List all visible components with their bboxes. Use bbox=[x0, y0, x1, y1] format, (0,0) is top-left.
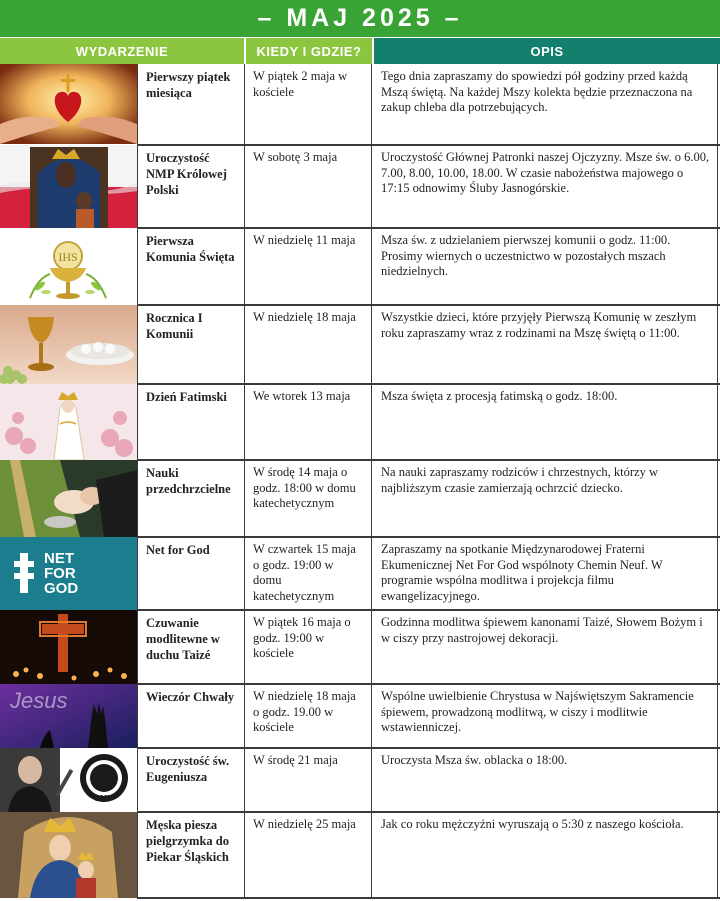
event-row-wieczor-chwaly bbox=[0, 684, 720, 748]
event-when: W czwartek 15 maja o godz. 19:00 w domu katechetycznym bbox=[245, 537, 372, 610]
header-desc: OPIS bbox=[374, 38, 720, 64]
event-description: Msza św. z udzielaniem pierwszej komunii o godz. 11:00. Prosimy wiernych o uczestnictwo w pozostałych mszach niedzielnych. bbox=[372, 228, 718, 305]
worship-hands-image bbox=[0, 684, 137, 748]
chalice-host-image bbox=[0, 228, 137, 305]
event-name: Dzień Fatimski bbox=[137, 384, 245, 460]
logo-text-line: FOR bbox=[44, 565, 76, 582]
row-divider bbox=[137, 227, 720, 229]
event-row-uroczystosc-nmp bbox=[0, 145, 720, 228]
logo-text-line: NET bbox=[44, 550, 74, 567]
event-row-nauki-przedchrzcielne bbox=[0, 460, 720, 537]
event-description: Tego dnia zapraszamy do spowiedzi pół godziny przed każdą Mszą świętą. Na każdej Mszy kolekta będzie przeznaczona na zakup chleba dla potrzebujących. bbox=[372, 64, 718, 145]
event-description: Msza święta z procesją fatimską o godz. 18:00. bbox=[372, 384, 718, 460]
event-name: Męska piesza pielgrzymka do Piekar Śląskich bbox=[137, 812, 245, 898]
header-event: WYDARZENIE bbox=[0, 38, 244, 64]
event-row-uroczystosc-sw bbox=[0, 748, 720, 812]
event-description: Uroczysta Msza św. oblacka o 18:00. bbox=[372, 748, 718, 812]
event-row-pierwsza-komunia bbox=[0, 228, 720, 305]
event-when: W środę 14 maja o godz. 18:00 w domu katechetycznym bbox=[245, 460, 372, 537]
event-name: Rocznica I Komunii bbox=[137, 305, 245, 384]
row-divider bbox=[137, 383, 720, 385]
row-divider bbox=[137, 459, 720, 461]
event-row-pierwszy-piatek bbox=[0, 64, 720, 145]
event-description: Uroczystość Głównej Patronki naszej Ojczyzny. Msze św. o 6.00, 7.00, 8.00, 10.00, 18.00. W czasie nabożeństwa majowego o 17:15 odnowimy Śluby Jasnogórskie. bbox=[372, 145, 718, 228]
row-divider bbox=[137, 536, 720, 538]
event-row-net-for bbox=[0, 537, 720, 610]
st-eugene-omi-image bbox=[0, 748, 137, 812]
header-when: KIEDY I GDZIE? bbox=[246, 38, 372, 64]
event-when: W niedzielę 18 maja bbox=[245, 305, 372, 384]
event-description: Zapraszamy na spotkanie Międzynarodowej Fraterni Ekumenicznej Net For God wspólnoty Chemin Neuf. W programie wspólna modlitwa i projekcja filmu ewangelizacyjnego. bbox=[372, 537, 718, 610]
event-when: W niedzielę 25 maja bbox=[245, 812, 372, 898]
event-when: We wtorek 13 maja bbox=[245, 384, 372, 460]
row-divider bbox=[137, 897, 720, 899]
event-when: W piątek 2 maja w kościele bbox=[245, 64, 372, 145]
chalice-grapes-image bbox=[0, 305, 137, 384]
logo-text-line: GOD bbox=[44, 580, 79, 597]
event-description: Jak co roku mężczyźni wyruszają o 5:30 z naszego kościoła. bbox=[372, 812, 718, 898]
row-divider bbox=[137, 747, 720, 749]
event-name: Pierwsza Komunia Święta bbox=[137, 228, 245, 305]
event-description: Wszystkie dzieci, które przyjęły Pierwszą Komunię w zeszłym roku zapraszamy wraz z rodzinami na Mszę świętą o 11:00. bbox=[372, 305, 718, 384]
svg-text:IHS: IHS bbox=[58, 250, 78, 264]
svg-text:Jesus: Jesus bbox=[10, 688, 68, 713]
event-description: Wspólne uwielbienie Chrystusa w Najświętszym Sakramencie śpiewem, prowadzoną modlitwą, w ciszy i modlitwie wstawienniczej. bbox=[372, 684, 718, 748]
event-name: Net for God bbox=[137, 537, 245, 610]
event-row-czuwanie-modlitewne bbox=[0, 610, 720, 684]
sacred-heart-image bbox=[0, 64, 137, 145]
row-divider bbox=[137, 609, 720, 611]
event-name: Uroczystość św. Eugeniusza bbox=[137, 748, 245, 812]
event-row-meska-piesza bbox=[0, 812, 720, 898]
event-name: Uroczystość NMP Królowej Polski bbox=[137, 145, 245, 228]
event-when: W piątek 16 maja o godz. 19:00 w kościele bbox=[245, 610, 372, 684]
page-title: – MAJ 2025 – bbox=[0, 0, 720, 37]
event-name: Wieczór Chwały bbox=[137, 684, 245, 748]
event-row-rocznica-i bbox=[0, 305, 720, 384]
event-description: Na nauki zapraszamy rodziców i chrzestnych, którzy w najbliższym czasie zamierzają ochrzcić dziecko. bbox=[372, 460, 718, 537]
row-divider bbox=[137, 304, 720, 306]
event-name: Pierwszy piątek miesiąca bbox=[137, 64, 245, 145]
logo-text bbox=[94, 794, 109, 803]
event-when: W niedzielę 18 maja o godz. 19.00 w kościele bbox=[245, 684, 372, 748]
baptism-image bbox=[0, 460, 137, 537]
event-when: W sobotę 3 maja bbox=[245, 145, 372, 228]
black-madonna-flag-image bbox=[0, 145, 137, 228]
taize-cross-image bbox=[0, 610, 137, 684]
row-divider bbox=[137, 144, 720, 146]
net-for-god-logo bbox=[0, 537, 137, 610]
event-when: W środę 21 maja bbox=[245, 748, 372, 812]
event-name: Czuwanie modlitewne w duchu Taizé bbox=[137, 610, 245, 684]
logo-text bbox=[44, 551, 78, 596]
row-divider bbox=[137, 683, 720, 685]
logo-text-line: OMI bbox=[94, 794, 110, 803]
piekary-madonna-image bbox=[0, 812, 137, 898]
event-description: Godzinna modlitwa śpiewem kanonami Taizé, Słowem Bożym i w ciszy przy nastrojowej dekoracji. bbox=[372, 610, 718, 684]
fatima-statue-image bbox=[0, 384, 137, 460]
event-name: Nauki przedchrzcielne bbox=[137, 460, 245, 537]
row-divider bbox=[137, 811, 720, 813]
event-row-dzien-fatimski bbox=[0, 384, 720, 460]
event-when: W niedzielę 11 maja bbox=[245, 228, 372, 305]
